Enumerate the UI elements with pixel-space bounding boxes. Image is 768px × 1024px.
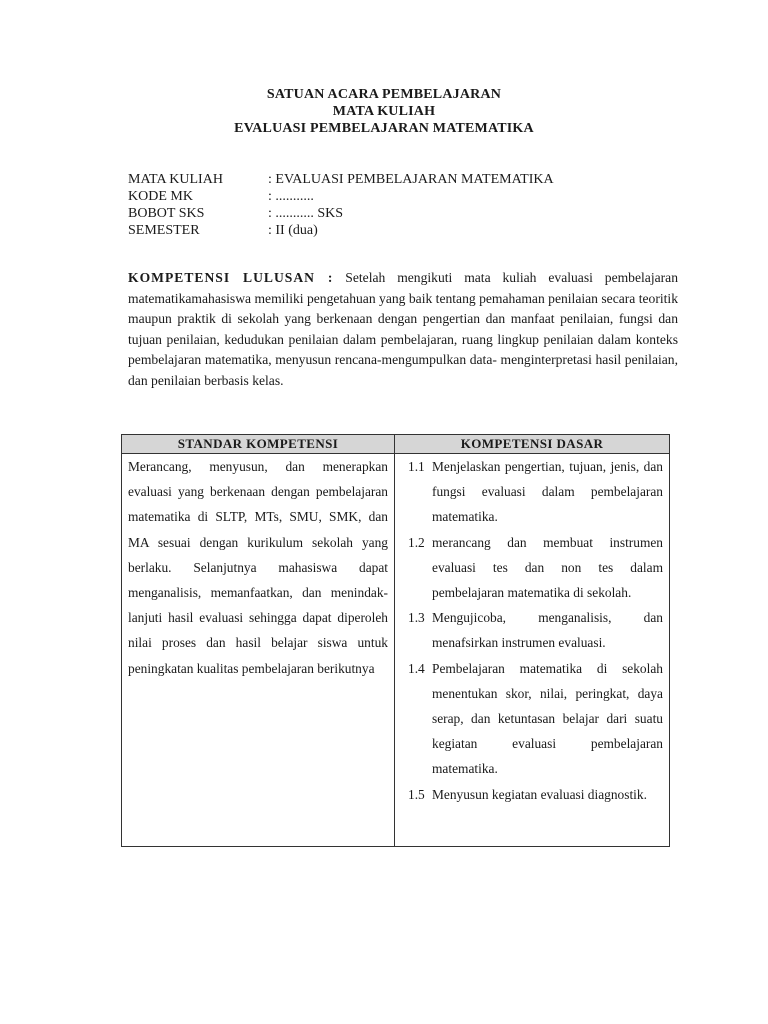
info-row-kode-mk	[128, 188, 554, 205]
kompetensi-lulusan-paragraph	[128, 268, 678, 392]
kompetensi-dasar-item	[408, 656, 663, 782]
info-label: SEMESTER	[128, 223, 200, 238]
kompetensi-dasar-item	[408, 605, 663, 655]
info-label: KODE MK	[128, 189, 193, 204]
kompetensi-lulusan-text: Setelah mengikuti mata kuliah evaluasi pembelajaran matematikamahasiswa memiliki pengetahuan yang baik tentang pemahaman penilaian secara teoritik maupun praktik di sekolah yang berkenaan dengan pengertian dan manfaat penilaian, fungsi dan tujuan penilaian, kedudukan penilaian dalam pembelajaran, ruang lingkup penilaian dalam konteks pembelajaran matematika, menyusun rencana-mengumpulkan data- menginterpretasi hasil penilaian, dan penilaian berbasis kelas.	[128, 270, 678, 388]
header-kompetensi-dasar: KOMPETENSI DASAR	[460, 436, 604, 451]
kompetensi-lulusan-heading: KOMPETENSI LULUSAN :	[128, 270, 334, 285]
title-line-2: MATA KULIAH	[332, 104, 436, 119]
item-number: 1.2	[408, 534, 425, 550]
title-line-3: EVALUASI PEMBELAJARAN MATEMATIKA	[234, 121, 534, 136]
info-label: MATA KULIAH	[128, 172, 223, 187]
standar-kompetensi-cell: Merancang, menyusun, dan menerapkan evaluasi yang berkenaan dengan pembelajaran matematika di SLTP, MTs, SMU, SMK, dan MA sesuai dengan kurikulum sekolah yang berlaku. Selanjutnya mahasiswa dapat menganalisis, memanfaatkan, dan menindak-lanjuti hasil evaluasi sehingga dapat diperoleh nilai proses dan hasil belajar siswa untuk peningkatan kualitas pembelajaran berikutnya	[122, 454, 395, 847]
document-title	[0, 86, 768, 137]
title-line-1: SATUAN ACARA PEMBELAJARAN	[266, 87, 502, 102]
item-text: Menyusun kegiatan evaluasi diagnostik.	[432, 786, 647, 802]
table-body-row	[122, 454, 669, 847]
item-text: merancang dan membuat instrumen evaluasi tes dan non tes dalam pembelajaran matematika di sekolah.	[432, 534, 663, 601]
info-label: BOBOT SKS	[128, 206, 205, 221]
item-number: 1.4	[408, 660, 425, 676]
item-text: Mengujicoba, menganalisis, dan menafsirkan instrumen evaluasi.	[432, 610, 663, 651]
info-row-bobot-sks	[128, 205, 554, 222]
info-row-mata-kuliah	[128, 171, 554, 188]
table-header-row	[122, 435, 669, 454]
item-number: 1.1	[408, 459, 425, 474]
info-value: : II (dua)	[268, 223, 318, 238]
item-text: Pembelajaran matematika di sekolah menentukan skor, nilai, peringkat, daya serap, dan ketuntasan belajar dari suatu kegiatan evaluasi pembelajaran matematika.	[432, 660, 663, 777]
kompetensi-dasar-item	[408, 454, 663, 530]
course-info	[128, 171, 554, 239]
info-value: : ........... SKS	[268, 206, 344, 221]
info-value: : ...........	[268, 189, 314, 204]
item-number: 1.5	[408, 786, 425, 802]
competency-table	[121, 434, 670, 847]
kompetensi-dasar-cell	[395, 454, 669, 847]
header-standar-kompetensi: STANDAR KOMPETENSI	[122, 435, 395, 453]
item-number: 1.3	[408, 610, 425, 626]
info-value: : EVALUASI PEMBELAJARAN MATEMATIKA	[268, 172, 554, 187]
kompetensi-dasar-item	[408, 530, 663, 606]
info-row-semester	[128, 222, 554, 239]
item-text: Menjelaskan pengertian, tujuan, jenis, dan fungsi evaluasi dalam pembelajaran matematika.	[432, 459, 663, 525]
kompetensi-dasar-item	[408, 782, 663, 807]
